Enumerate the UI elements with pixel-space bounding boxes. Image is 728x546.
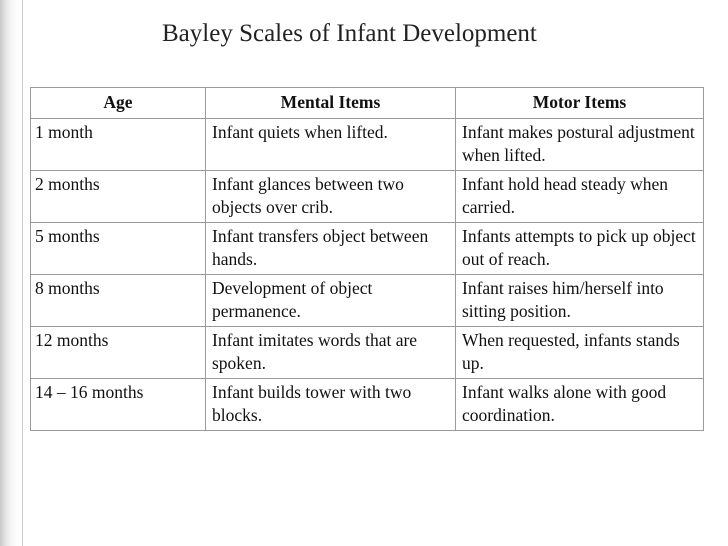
age-cell: 1 month [31,119,206,171]
motor-item-cell: Infant walks alone with good coordination. [456,379,704,431]
header-mental-items: Mental Items [206,88,456,119]
table-row [31,327,704,379]
age-cell: 14 – 16 months [31,379,206,431]
age-cell: 8 months [31,275,206,327]
table-header-row [31,88,704,119]
motor-item-cell: Infant makes postural adjustment when lifted. [456,119,704,171]
mental-item-cell: Infant glances between two objects over crib. [206,171,456,223]
mental-item-cell: Infant quiets when lifted. [206,119,456,171]
table-row [31,119,704,171]
header-motor-items: Motor Items [456,88,704,119]
slide-left-border-decoration [0,0,20,546]
header-age: Age [31,88,206,119]
slide-left-divider-line [22,0,23,546]
mental-item-cell: Infant imitates words that are spoken. [206,327,456,379]
slide-title: Bayley Scales of Infant Development [162,20,537,47]
table-row [31,223,704,275]
table-row [31,275,704,327]
bayley-scales-table [30,87,704,431]
age-cell: 5 months [31,223,206,275]
mental-item-cell: Infant transfers object between hands. [206,223,456,275]
motor-item-cell: Infants attempts to pick up object out of reach. [456,223,704,275]
motor-item-cell: Infant raises him/herself into sitting position. [456,275,704,327]
mental-item-cell: Infant builds tower with two blocks. [206,379,456,431]
mental-item-cell: Development of object permanence. [206,275,456,327]
motor-item-cell: When requested, infants stands up. [456,327,704,379]
table-row [31,379,704,431]
age-cell: 12 months [31,327,206,379]
age-cell: 2 months [31,171,206,223]
motor-item-cell: Infant hold head steady when carried. [456,171,704,223]
table-row [31,171,704,223]
